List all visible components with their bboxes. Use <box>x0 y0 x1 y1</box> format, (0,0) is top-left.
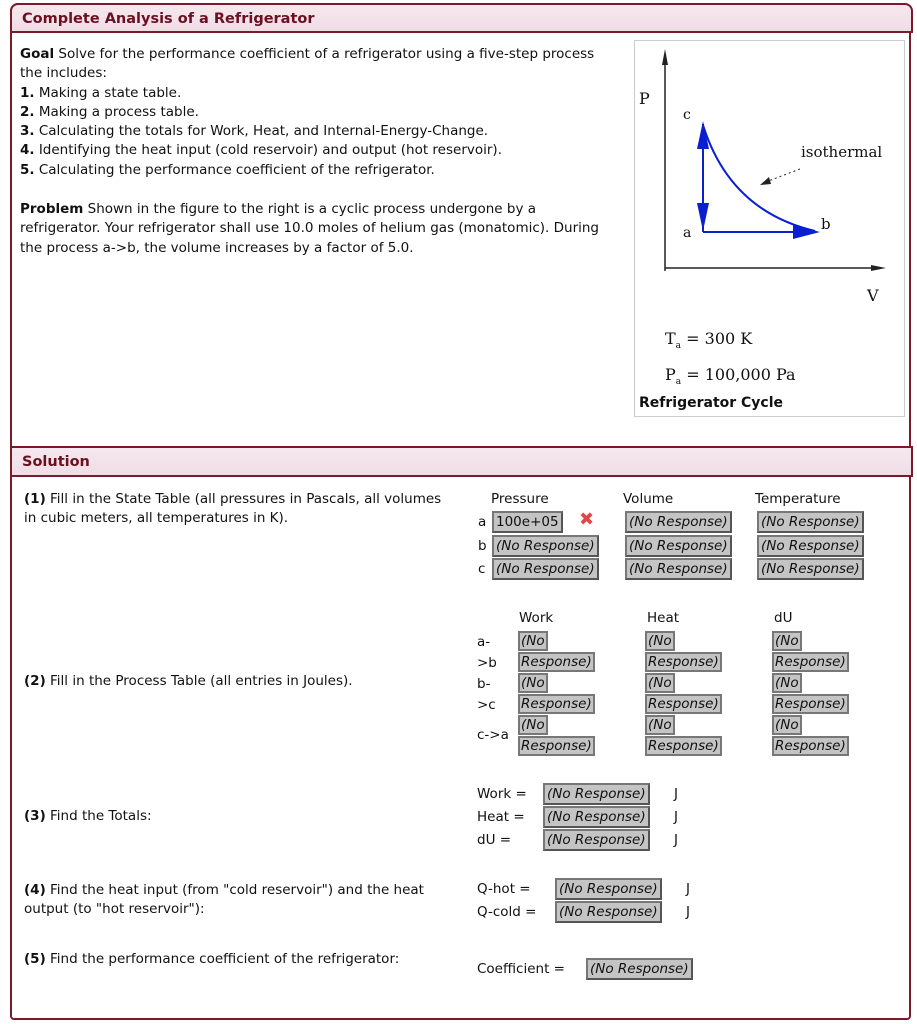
figure-caption: Refrigerator Cycle <box>639 395 784 411</box>
row-label-b: b <box>478 538 487 554</box>
header-volume: Volume <box>623 491 674 507</box>
du-a-b-input[interactable]: (No Response) <box>772 631 849 672</box>
pv-diagram <box>635 41 906 341</box>
total-work-label: Work = <box>477 786 527 802</box>
header-temperature: Temperature <box>755 491 841 507</box>
v-axis-arrow <box>871 265 886 271</box>
step-3: 3. Calculating the totals for Work, Heat, and Internal-Energy-Change. <box>20 123 489 140</box>
incorrect-x-icon: ✖ <box>579 509 595 530</box>
total-heat-input[interactable]: (No Response) <box>543 806 650 828</box>
volume-c-input[interactable]: (No Response) <box>625 558 732 580</box>
point-a-label: a <box>683 225 692 241</box>
pressure-c-input[interactable]: (No Response) <box>492 558 599 580</box>
total-du-input[interactable]: (No Response) <box>543 829 650 851</box>
heat-a-b-input[interactable]: (No Response) <box>645 631 722 672</box>
temperature-c-input[interactable]: (No Response) <box>757 558 864 580</box>
total-work-unit: J <box>674 786 678 802</box>
problem-text <box>20 200 620 258</box>
q-cold-unit: J <box>686 904 690 920</box>
pressure-b-input[interactable]: (No Response) <box>492 535 599 557</box>
goal-label: Goal <box>20 46 55 62</box>
du-b-c-input[interactable]: (No Response) <box>772 673 849 714</box>
step-5: 5. Calculating the performance coefficient of the refrigerator. <box>20 161 435 178</box>
q-hot-label: Q-hot = <box>477 881 531 897</box>
heat-b-c-input[interactable]: (No Response) <box>645 673 722 714</box>
coefficient-input[interactable]: (No Response) <box>586 958 693 980</box>
row-label-c-a: c->a <box>477 727 509 743</box>
total-heat-label: Heat = <box>477 809 525 825</box>
point-c-label: c <box>683 107 691 123</box>
temperature-a: $T_a = 300$ K <box>665 329 753 352</box>
isothermal-label: isothermal <box>801 143 883 161</box>
pressure-a-input[interactable]: 100e+05 <box>492 511 563 533</box>
problem-description: Shown in the figure to the right is a cyclic process undergone by a refrigerator. Your refrigerator shall use 10.0 moles of helium gas (monatomic). During the process a->b, the volume increases by a factor of 5.0. <box>20 201 599 256</box>
du-c-a-input[interactable]: (No Response) <box>772 715 849 756</box>
step-4: 4. Identifying the heat input (cold reservoir) and output (hot reservoir). <box>20 142 502 159</box>
header-pressure: Pressure <box>491 491 549 507</box>
volume-b-input[interactable]: (No Response) <box>625 535 732 557</box>
work-c-a-input[interactable]: (No Response) <box>518 715 595 756</box>
q-cold-input[interactable]: (No Response) <box>555 901 662 923</box>
heat-c-a-input[interactable]: (No Response) <box>645 715 722 756</box>
goal-text <box>20 45 620 180</box>
pv-diagram-figure <box>634 40 905 417</box>
row-label-a: a <box>478 514 487 530</box>
arrow-a <box>697 203 709 231</box>
q-hot-unit: J <box>686 881 690 897</box>
total-du-label: dU = <box>477 832 512 848</box>
volume-a-input[interactable]: (No Response) <box>625 511 732 533</box>
header-heat: Heat <box>647 610 680 626</box>
temperature-b-input[interactable]: (No Response) <box>757 535 864 557</box>
header-du: dU <box>774 610 793 626</box>
question-1: (1) Fill in the State Table (all pressures in Pascals, all volumes in cubic meters, all temperatures in K). <box>24 491 442 527</box>
step-1: 1. Making a state table. <box>20 84 182 101</box>
pressure-a: $P_a = 100,000$ Pa <box>665 365 796 388</box>
solution-title: Solution <box>10 446 913 477</box>
work-a-b-input[interactable]: (No Response) <box>518 631 595 672</box>
step-2: 2. Making a process table. <box>20 103 199 120</box>
question-4: (4) Find the heat input (from "cold reservoir") and the heat output (to "hot reservoir"): <box>24 882 424 918</box>
problem-label: Problem <box>20 201 84 217</box>
total-du-unit: J <box>674 832 678 848</box>
question-3: (3) Find the Totals: <box>24 808 152 824</box>
p-axis-label: P <box>639 89 650 108</box>
header-work: Work <box>519 610 554 626</box>
q-cold-label: Q-cold = <box>477 904 537 920</box>
arrow-b <box>793 225 820 239</box>
q-hot-input[interactable]: (No Response) <box>555 878 662 900</box>
row-label-a-b: a->b <box>477 634 497 671</box>
page-title: Complete Analysis of a Refrigerator <box>10 3 913 33</box>
total-heat-unit: J <box>674 809 678 825</box>
total-work-input[interactable]: (No Response) <box>543 783 650 805</box>
goal-description: Solve for the performance coefficient of a refrigerator using a five-step process the includes: <box>20 46 595 82</box>
row-label-b-c: b->c <box>477 676 496 713</box>
work-b-c-input[interactable]: (No Response) <box>518 673 595 714</box>
temperature-a-input[interactable]: (No Response) <box>757 511 864 533</box>
point-b-label: b <box>821 215 831 233</box>
row-label-c: c <box>478 561 486 577</box>
p-axis-arrow <box>662 49 668 65</box>
question-2: (2) Fill in the Process Table (all entries in Joules). <box>24 673 353 689</box>
v-axis-label: V <box>867 286 879 305</box>
question-5: (5) Find the performance coefficient of the refrigerator: <box>24 951 400 967</box>
coefficient-label: Coefficient = <box>477 961 565 977</box>
path-b-c-isothermal <box>703 125 815 231</box>
